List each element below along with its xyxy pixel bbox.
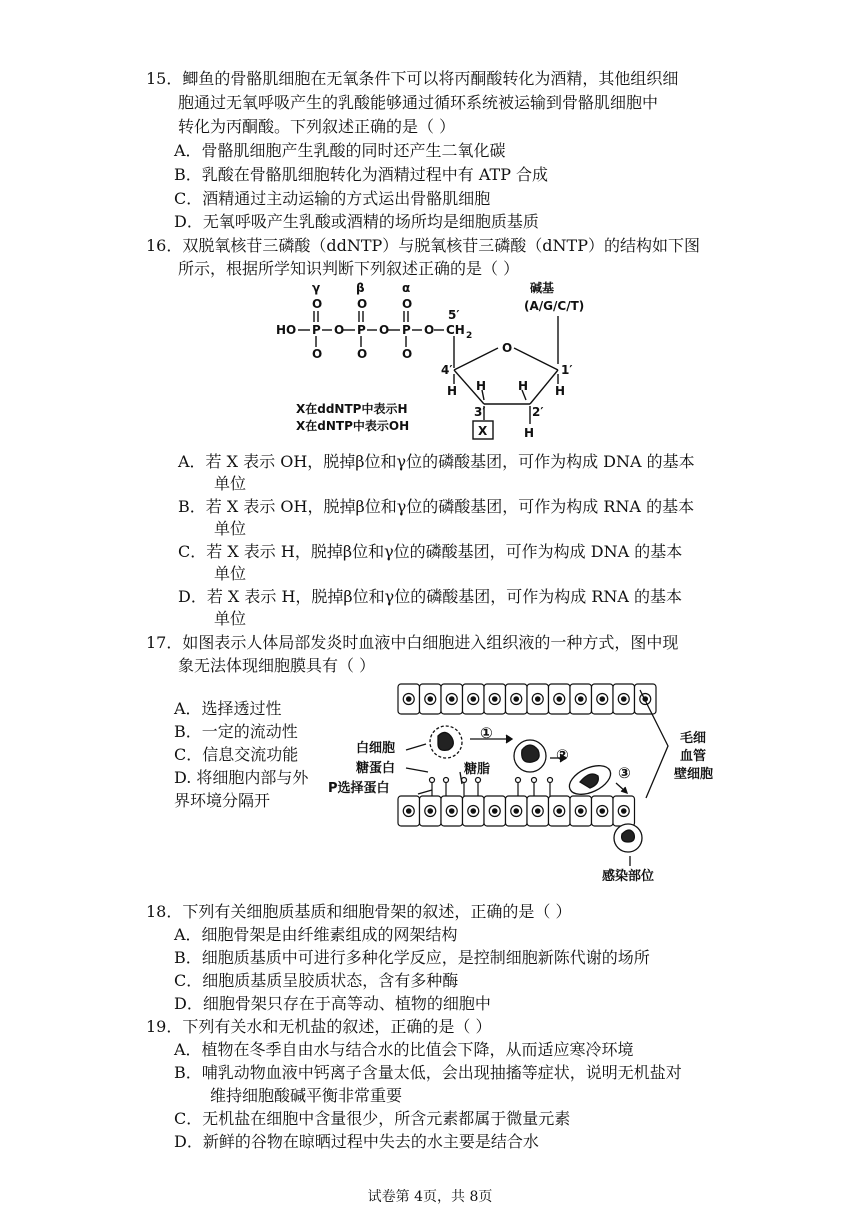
cell-nucleolus: [493, 809, 497, 813]
five-prime-label: 5′: [448, 308, 460, 322]
svg-text:O: O: [402, 347, 413, 361]
svg-text:H: H: [476, 379, 487, 393]
q16-option-a: A．若 X 表示 OH，脱掉β位和γ位的磷酸基团，可作为构成 DNA 的基本: [178, 452, 695, 471]
four-prime-label: 4′: [441, 363, 453, 377]
cell-nucleolus: [600, 809, 604, 813]
glycoprotein-head: [444, 778, 449, 783]
q19-stem: 19．下列有关水和无机盐的叙述，正确的是（ ）: [146, 1017, 492, 1036]
svg-text:O: O: [424, 323, 435, 337]
label-capillary-1: 毛细: [680, 731, 707, 746]
q17-option-d: D. 将细胞内部与外: [174, 768, 309, 787]
glycoprotein-head: [516, 778, 521, 783]
q19-option-c: C．无机盐在细胞中含量很少，所含元素都属于微量元素: [174, 1109, 571, 1128]
step-1-marker: ①: [480, 724, 493, 742]
q15-option-d: D．无氧呼吸产生乳酸或酒精的场所均是细胞质基质: [174, 212, 539, 231]
svg-text:O: O: [312, 347, 323, 361]
q17-option-b: B．一定的流动性: [174, 722, 298, 741]
step-2-marker: ②: [556, 746, 569, 764]
label-pselectin: P选择蛋白: [328, 781, 390, 796]
note-ddntp: X在ddNTP中表示H: [296, 402, 408, 416]
q15-option-c: C．酒精通过主动运输的方式运出骨骼肌细胞: [174, 189, 491, 208]
cell-nucleolus: [622, 809, 626, 813]
q19-option-d: D．新鲜的谷物在晾晒过程中失去的水主要是结合水: [174, 1132, 539, 1151]
glycoprotein-head: [548, 778, 553, 783]
q18-option-b: B．细胞质基质中可进行多种化学反应，是控制细胞新陈代谢的场所: [174, 948, 650, 967]
cell-nucleolus: [450, 697, 454, 701]
svg-text:H: H: [555, 384, 566, 398]
cell-nucleolus: [600, 697, 604, 701]
glycoprotein-head: [532, 778, 537, 783]
one-prime-label: 1′: [561, 363, 573, 377]
cell-nucleolus: [514, 809, 518, 813]
q18-stem: 18．下列有关细胞质基质和细胞骨架的叙述，正确的是（ ）: [146, 902, 572, 921]
q16-option-c-cont: 单位: [214, 564, 247, 583]
svg-text:HO: HO: [276, 323, 297, 337]
cell-nucleolus: [557, 809, 561, 813]
q19-option-b-cont: 维持细胞酸碱平衡非常重要: [210, 1086, 403, 1105]
cell-nucleolus: [428, 809, 432, 813]
svg-text:O: O: [357, 347, 368, 361]
svg-text:O: O: [312, 297, 323, 311]
svg-text:P: P: [357, 323, 366, 337]
q15-stem-line2: 胞通过无氧呼吸产生的乳酸能够通过循环系统被运输到骨骼肌细胞中: [178, 93, 659, 112]
q15-option-b: B．乳酸在骨骼肌细胞转化为酒精过程中有 ATP 合成: [174, 165, 549, 184]
beta-label: β: [356, 281, 365, 295]
two-prime-label: 2′: [532, 405, 544, 419]
cell-nucleolus: [557, 697, 561, 701]
gamma-label: γ: [312, 281, 321, 295]
q17-stem-line1: 17．如图表示人体局部发炎时血液中白细胞进入组织液的一种方式，图中现: [146, 633, 679, 652]
cell-nucleolus: [471, 697, 475, 701]
page-footer: 试卷第 4页，共 8页: [367, 1189, 493, 1205]
alpha-label: α: [402, 281, 411, 295]
note-dntp: X在dNTP中表示OH: [296, 419, 410, 433]
cell-nucleolus: [579, 697, 583, 701]
svg-text:O: O: [334, 323, 345, 337]
svg-text:P: P: [312, 323, 321, 337]
q17-option-a: A．选择透过性: [174, 699, 282, 718]
q16-option-a-cont: 单位: [214, 474, 247, 493]
svg-text:H: H: [447, 384, 458, 398]
svg-text:CH: CH: [446, 323, 465, 337]
q17-option-d-cont: 界环境分隔开: [174, 791, 271, 810]
label-capillary-2: 血管: [680, 749, 707, 764]
base-title: 碱基: [530, 281, 555, 295]
label-wbc: 白细胞: [356, 741, 396, 756]
q19-option-a: A．植物在冬季自由水与结合水的比值会下降，从而适应寒冷环境: [174, 1040, 634, 1059]
glycoprotein-head: [430, 778, 435, 783]
label-glycolipid: 糖脂: [464, 762, 491, 777]
q16-option-d: D．若 X 表示 H，脱掉β位和γ位的磷酸基团，可作为构成 RNA 的基本: [178, 587, 683, 606]
label-glycoprotein: 糖蛋白: [356, 761, 396, 776]
svg-text:O: O: [402, 297, 413, 311]
q15-option-a: A．骨骼肌细胞产生乳酸的同时还产生二氧化碳: [174, 141, 506, 160]
cell-nucleolus: [536, 697, 540, 701]
cell-nucleolus: [428, 697, 432, 701]
cell-nucleolus: [579, 809, 583, 813]
svg-text:2: 2: [466, 331, 473, 341]
cell-nucleolus: [514, 697, 518, 701]
label-capillary-3: 壁细胞: [674, 767, 714, 782]
cell-nucleolus: [450, 809, 454, 813]
svg-text:P: P: [402, 323, 411, 337]
svg-text:H: H: [524, 426, 535, 440]
q16-stem-line2: 所示，根据所学知识判断下列叙述正确的是（ ）: [178, 259, 520, 278]
cell-nucleolus: [407, 809, 411, 813]
leukocyte-migration-figure: [328, 680, 728, 885]
q15-stem-line1: 15．鲫鱼的骨骼肌细胞在无氧条件下可以将丙酮酸转化为酒精，其他组织细: [146, 69, 679, 88]
cell-nucleolus: [471, 809, 475, 813]
q18-option-a: A．细胞骨架是由纤维素组成的网架结构: [174, 925, 458, 944]
three-prime-label: 3′: [474, 405, 486, 419]
cell-nucleolus: [622, 697, 626, 701]
svg-text:O: O: [357, 297, 368, 311]
svg-text:O: O: [379, 323, 390, 337]
step-3-marker: ③: [618, 764, 631, 782]
q16-option-b: B．若 X 表示 OH，脱掉β位和γ位的磷酸基团，可作为构成 RNA 的基本: [178, 497, 695, 516]
q16-option-c: C．若 X 表示 H，脱掉β位和γ位的磷酸基团，可作为构成 DNA 的基本: [178, 542, 683, 561]
cell-nucleolus: [493, 697, 497, 701]
ring-oxygen: O: [502, 341, 513, 355]
q17-option-c: C．信息交流功能: [174, 745, 299, 764]
q16-option-d-cont: 单位: [214, 609, 247, 628]
q18-option-c: C．细胞质基质呈胶质状态，含有多种酶: [174, 971, 459, 990]
q18-option-d: D．细胞骨架只存在于高等动、植物的细胞中: [174, 994, 491, 1013]
ddntp-structure-figure: [268, 278, 608, 443]
cell-nucleolus: [407, 697, 411, 701]
svg-text:H: H: [518, 379, 529, 393]
q17-stem-line2: 象无法体现细胞膜具有（ ）: [178, 656, 376, 675]
q16-option-b-cont: 单位: [214, 519, 247, 538]
x-label: X: [478, 424, 488, 438]
base-letters: (A/G/C/T): [524, 299, 585, 313]
q16-stem-line1: 16．双脱氧核苷三磷酸（ddNTP）与脱氧核苷三磷酸（dNTP）的结构如下图: [146, 236, 700, 255]
cell-nucleolus: [536, 809, 540, 813]
q15-stem-line3: 转化为丙酮酸。下列叙述正确的是（ ）: [178, 117, 456, 136]
glycoprotein-head: [476, 778, 481, 783]
label-infection-site: 感染部位: [602, 869, 655, 884]
q19-option-b: B．哺乳动物血液中钙离子含量太低，会出现抽搐等症状，说明无机盐对: [174, 1063, 682, 1082]
